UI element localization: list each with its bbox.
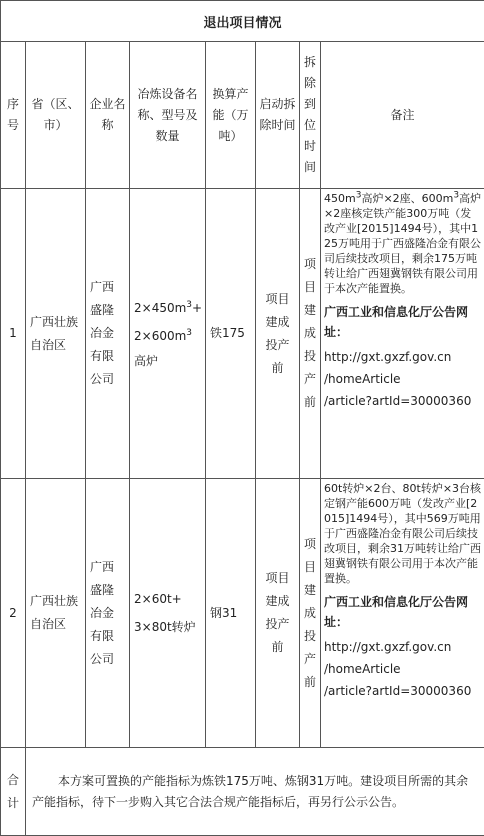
header-province: 省（区、市） xyxy=(26,42,86,189)
equipment-line: 2×600m xyxy=(134,329,186,343)
footer-label: 合计 xyxy=(1,748,26,836)
row-company: 广西盛隆冶金有限公司 xyxy=(86,189,130,479)
row-equipment xyxy=(130,189,206,479)
header-start-time: 启动拆除时间 xyxy=(256,42,300,189)
remark-text: 600m xyxy=(422,192,454,205)
table-row xyxy=(1,479,484,748)
url-line[interactable]: /homeArticle xyxy=(324,658,482,680)
footer-summary: 本方案可置换的产能指标为炼铁175万吨、炼钢31万吨。建设项目所需的其余产能指标，待下一步购入其它合法合规产能指标后，再另行公示公告。 xyxy=(26,748,484,836)
url-line[interactable]: /article?artId=30000360 xyxy=(324,680,482,702)
header-done-time: 拆除到位时间 xyxy=(300,42,321,189)
remark-text: 高炉×2座核定铁产能300万吨（发改产业[2015]1494号），其中125万吨用于广西盛隆冶金有限公司后续技改项目，剩余175万吨转让给广西翅冀钢铁有限公司用于本次产能置换。 xyxy=(324,192,481,295)
row-equipment xyxy=(130,479,206,748)
equipment-line: 2×60t+ xyxy=(134,585,201,613)
url-line[interactable]: /homeArticle xyxy=(324,368,482,390)
row-province: 广西壮族自治区 xyxy=(26,479,86,748)
row-done-time: 项目建成投产前 xyxy=(300,189,321,479)
row-province: 广西壮族自治区 xyxy=(26,189,86,479)
equipment-sup: 3 xyxy=(186,300,192,310)
row-remark xyxy=(321,189,484,479)
footer-row xyxy=(1,748,484,836)
equipment-line: 2×450m xyxy=(134,301,186,315)
announcement-url[interactable] xyxy=(324,346,482,412)
remark-text: 450m xyxy=(324,192,356,205)
announcement-title: 广西工业和信息化厅公告网址： xyxy=(324,302,482,342)
row-remark xyxy=(321,479,484,748)
row-start-time: 项目建成投产前 xyxy=(256,479,300,748)
remark-sup: 3 xyxy=(356,190,362,200)
equipment-line: + xyxy=(192,301,202,315)
url-line[interactable]: /article?artId=30000360 xyxy=(324,390,482,412)
remark-text: 高炉×2座、 xyxy=(361,192,421,205)
title-row xyxy=(1,1,484,42)
equipment-line: 3×80t转炉 xyxy=(134,613,201,641)
remark-text: 60t转炉×2台、80t转炉×3台核定钢产能600万吨（发改产业[2015]1494号），其中569万吨用于广西盛隆冶金有限公司后续技改项目，剩余31万吨转让给广西翅冀钢铁有限公司用于本次产能置换。 xyxy=(324,481,482,586)
row-done-time: 项目建成投产前 xyxy=(300,479,321,748)
row-capacity: 铁175 xyxy=(206,189,256,479)
row-company: 广西盛隆冶金有限公司 xyxy=(86,479,130,748)
remark-sup: 3 xyxy=(453,190,459,200)
row-capacity: 钢31 xyxy=(206,479,256,748)
row-start-time: 项目建成投产前 xyxy=(256,189,300,479)
table-row xyxy=(1,189,484,479)
header-row xyxy=(1,42,484,189)
equipment-line: 高炉 xyxy=(134,350,201,373)
row-seq: 1 xyxy=(1,189,26,479)
row-seq: 2 xyxy=(1,479,26,748)
header-capacity: 换算产能（万吨） xyxy=(206,42,256,189)
header-company: 企业名称 xyxy=(86,42,130,189)
announcement-title: 广西工业和信息化厅公告网址： xyxy=(324,592,482,632)
url-line[interactable]: http://gxt.gxzf.gov.cn xyxy=(324,346,482,368)
header-seq: 序号 xyxy=(1,42,26,189)
url-line[interactable]: http://gxt.gxzf.gov.cn xyxy=(324,636,482,658)
announcement-url[interactable] xyxy=(324,636,482,702)
header-remark: 备注 xyxy=(321,42,484,189)
equipment-sup: 3 xyxy=(186,328,192,338)
table-title: 退出项目情况 xyxy=(1,1,484,42)
header-equipment: 冶炼设备名称、型号及数量 xyxy=(130,42,206,189)
